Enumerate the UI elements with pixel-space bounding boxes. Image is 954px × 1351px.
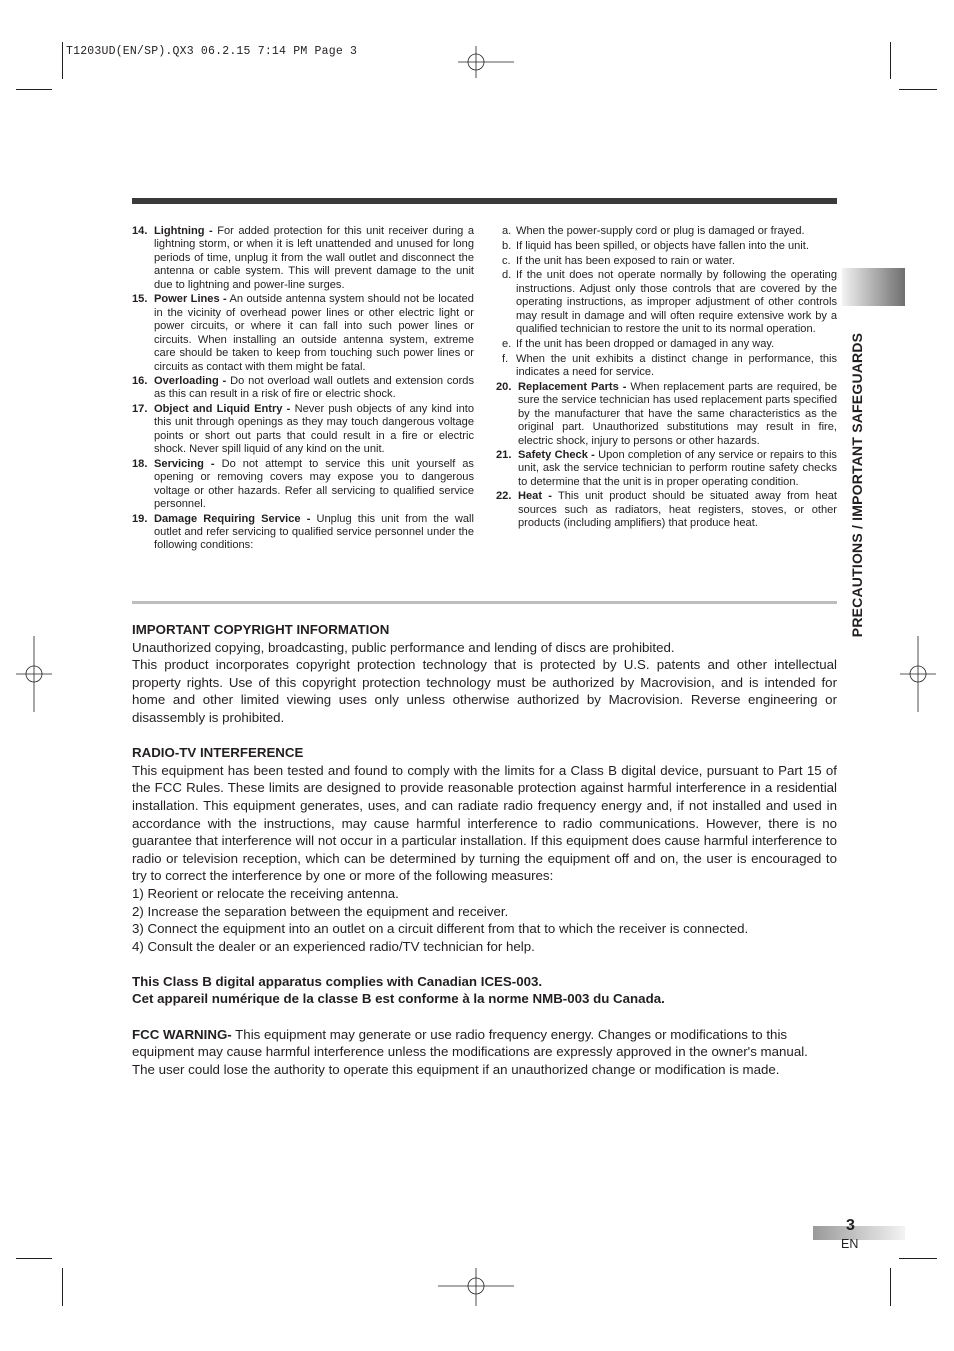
condition-item: f. When the unit exhibits a distinct change in performance, this indicates a need for service. [502, 352, 837, 379]
safeguard-item: 19. Damage Requiring Service - Unplug this unit from the wall outlet and refer servicing to qualified service personnel under the following conditions: [132, 512, 474, 552]
safeguards-right-column [496, 225, 837, 532]
condition-item: b. If liquid has been spilled, or objects have fallen into the unit. [502, 239, 809, 252]
measure-item: 2) Increase the separation between the equipment and receiver. [132, 903, 509, 919]
crop-mark [890, 1268, 891, 1306]
crop-mark [16, 89, 52, 90]
safeguards-left-column [132, 225, 474, 554]
section-label: PRECAUTIONS / IMPORTANT SAFEGUARDS [849, 332, 865, 638]
safeguard-item: 18. Servicing - Do not attempt to service this unit yourself as opening or removing covers may expose you to dangerous voltage or other hazards. Refer all servicing to qualified service personnel. [132, 457, 474, 511]
copyright-paragraph: Unauthorized copying, broadcasting, public performance and lending of discs are prohibited. [132, 639, 675, 655]
safeguard-item: 16. Overloading - Do not overload wall outlets and extension cords as this can result in a risk of fire or electric shock. [132, 374, 474, 401]
registration-mark-icon [438, 1268, 514, 1306]
section-divider [132, 601, 837, 604]
condition-item: a. When the power-supply cord or plug is damaged or frayed. [502, 225, 805, 237]
main-text [132, 621, 837, 1078]
section-tab [842, 268, 905, 306]
crop-mark [62, 1268, 63, 1306]
registration-mark-icon [16, 636, 52, 712]
copyright-heading: IMPORTANT COPYRIGHT INFORMATION [132, 622, 390, 637]
measure-item: 1) Reorient or relocate the receiving antenna. [132, 885, 399, 901]
print-slug: T1203UD(EN/SP).QX3 06.2.15 7:14 PM Page 3 [66, 45, 358, 58]
condition-item: e. If the unit has been dropped or damaged in any way. [502, 337, 775, 350]
registration-mark-icon [458, 46, 514, 78]
safeguard-item: 15. Power Lines - An outside antenna system should not be located in the vicinity of overhead power lines or other electric light or power circuits, or where it can fall into such power lines or circuits. When installing an outside antenna system, extreme care should be taken to keep from touching such power lines or circuits as contact with them might be fatal. [132, 293, 474, 373]
radio-paragraph: This equipment has been tested and found to comply with the limits for a Class B digital device, pursuant to Part 15 of the FCC Rules. These limits are designed to provide reasonable protection against harmful interference in a residential installation. This equipment generates, uses, and can radiate radio frequency energy and, if not installed and used in accordance with the instructions, may cause harmful interference to radio communications. However, there is no guarantee that interference will not occur in a particular installation. If this equipment does cause harmful interference to radio or television reception, which can be determined by turning the equipment off and on, the user is encouraged to try to correct the interference by one or more of the following measures: [132, 762, 837, 884]
page-language: EN [841, 1237, 859, 1251]
measure-item: 4) Consult the dealer or an experienced radio/TV technician for help. [132, 938, 535, 954]
crop-mark [16, 1258, 52, 1259]
registration-mark-icon [900, 636, 936, 712]
measure-item: 3) Connect the equipment into an outlet on a circuit different from that to which the receiver is connected. [132, 921, 749, 937]
safeguard-item: 14. Lightning - For added protection for this unit receiver during a lightning storm, or when it is left unattended and unused for long periods of time, unplug it from the wall outlet and disconnect the antenna or cable system. This will prevent damage to the unit due to lightning and power-line surges. [132, 225, 474, 291]
condition-item: c. If the unit has been exposed to rain or water. [502, 254, 735, 267]
canada-compliance-line: This Class B digital apparatus complies with Canadian ICES-003. [132, 973, 543, 989]
safeguard-item: 22. Heat - This unit product should be situated away from heat sources such as radiators, heat registers, stoves, or other products (including amplifiers) that produce heat. [496, 490, 837, 530]
radio-heading: RADIO-TV INTERFERENCE [132, 745, 304, 761]
page-number: 3 [846, 1217, 855, 1234]
header-rule [132, 198, 837, 204]
copyright-paragraph: This product incorporates copyright protection technology that is protected by U.S. patents and other intellectual property rights. Use of this copyright protection technology must be authorized by Macrovision, and is intended for home and other limited viewing uses only unless otherwise authorized by Macrovision. Reverse engineering or disassembly is prohibited. [132, 657, 837, 725]
safeguard-item: 21. Safety Check - Upon completion of any service or repairs to this unit, ask the service technician to perform routine safety checks to determine that the unit is in proper operating condition. [496, 449, 837, 488]
page-number-bar [813, 1226, 905, 1240]
safeguard-item: 20. Replacement Parts - When replacement parts are required, be sure the service technician has used replacement parts specified by the manufacturer that have the same characteristics as the original part. Unauthorized substitutions may result in fire, electric shock, injury to persons or other hazards. [496, 380, 838, 447]
canada-compliance-line: Cet appareil numérique de la classe B est conforme à la norme NMB-003 du Canada. [132, 991, 665, 1007]
condition-item: d. If the unit does not operate normally by following the operating instructions. Adjust only those controls that are covered by the operating instructions, as improper adjustment of other controls may result in damage and will often require extensive work by a qualified technician to restore the unit to its normal operation. [502, 269, 837, 336]
crop-mark [899, 1258, 937, 1259]
safeguard-item: 17. Object and Liquid Entry - Never push objects of any kind into this unit through openings as they may touch dangerous voltage points or short out parts that could result in a fire or electric shock. Never spill liquid of any kind on the unit. [132, 402, 474, 456]
crop-mark [62, 42, 63, 79]
crop-mark [899, 89, 937, 90]
fcc-warning: FCC WARNING- This equipment may generate or use radio frequency energy. Changes or modifications to this equipment may cause harmful interference unless the modifications are expressly approved in the owner's manual. The user could lose the authority to operate this equipment if an unauthorized change or modification is made. [132, 1026, 808, 1077]
crop-mark [890, 42, 891, 79]
